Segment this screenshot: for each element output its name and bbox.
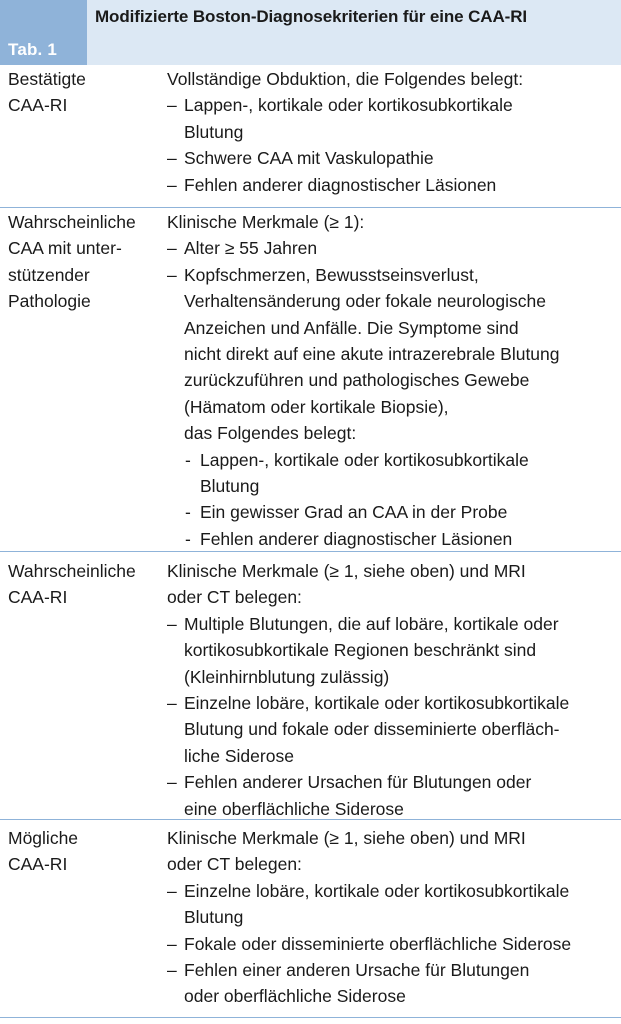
list-item: – Fehlen anderer diagnostischer Läsionen	[167, 174, 497, 195]
list-item: – Kopfschmerzen, Bewusstseinsverlust, Verhaltensänderung oder fokale neurologische Anzeichen und Anfälle. Die Symptome sind nicht direkt auf eine akute intrazerebrale Blutung zurückzuführen und pathologisches Gewebe (Hämatom oder kortikale Biopsie), das Folgendes belegt:	[167, 264, 560, 444]
list-item: – Einzelne lobäre, kortikale oder kortikosubkortikale Blutung	[167, 880, 570, 928]
row-content	[167, 209, 621, 552]
row-label: Bestätigte CAA-RI	[8, 69, 86, 116]
row-intro: Klinische Merkmale (≥ 1):	[167, 212, 365, 232]
sub-list-item: - Fehlen anderer diagnostischer Läsionen	[185, 528, 513, 549]
row-label: Wahrscheinliche CAA-RI	[8, 561, 136, 608]
table-title-box	[87, 0, 621, 65]
table-header	[0, 0, 621, 65]
row-intro: Klinische Merkmale (≥ 1, siehe oben) und MRI oder CT belegen:	[167, 561, 526, 608]
row-label: Wahrscheinliche CAA mit unter- stützender Pathologie	[8, 212, 136, 312]
row-content	[167, 66, 621, 198]
row-intro: Klinische Merkmale (≥ 1, siehe oben) und MRI oder CT belegen:	[167, 828, 526, 875]
list-item: – Schwere CAA mit Vaskulopathie	[167, 148, 434, 169]
row-content	[167, 558, 621, 822]
table-title: Modifizierte Boston-Diagnosekriterien für eine CAA-RI	[95, 7, 528, 26]
row-content	[167, 825, 621, 1010]
table-number: Tab. 1	[8, 40, 58, 59]
list-item: – Lappen-, kortikale oder kortikosubkortikale Blutung	[167, 95, 513, 142]
row-label: Mögliche CAA-RI	[8, 828, 79, 875]
list-item: – Fehlen anderer Ursachen für Blutungen oder eine oberflächliche Siderose	[167, 772, 532, 819]
list-item: – Multiple Blutungen, die auf lobäre, kortikale oder kortikosubkortikale Regionen beschränkt sind (Kleinhirnblutung zulässig)	[167, 613, 559, 687]
list-item: – Einzelne lobäre, kortikale oder kortikosubkortikale Blutung und fokale oder disseminierte oberfläch- liche Siderose	[167, 693, 570, 766]
row-divider	[0, 819, 621, 820]
sub-list-item: - Ein gewisser Grad an CAA in der Probe	[185, 502, 508, 523]
list-item: – Fokale oder disseminierte oberflächliche Siderose	[167, 933, 572, 954]
row-divider	[0, 551, 621, 552]
list-item: – Alter ≥ 55 Jahren	[167, 238, 318, 259]
row-divider	[0, 207, 621, 208]
row-intro: Vollständige Obduktion, die Folgendes belegt:	[167, 69, 524, 89]
table-number-box	[0, 0, 87, 65]
row-divider	[0, 1017, 621, 1018]
list-item: – Fehlen einer anderen Ursache für Blutungen oder oberflächliche Siderose	[167, 960, 530, 1007]
sub-list-item: - Lappen-, kortikale oder kortikosubkortikale Blutung	[185, 449, 529, 497]
